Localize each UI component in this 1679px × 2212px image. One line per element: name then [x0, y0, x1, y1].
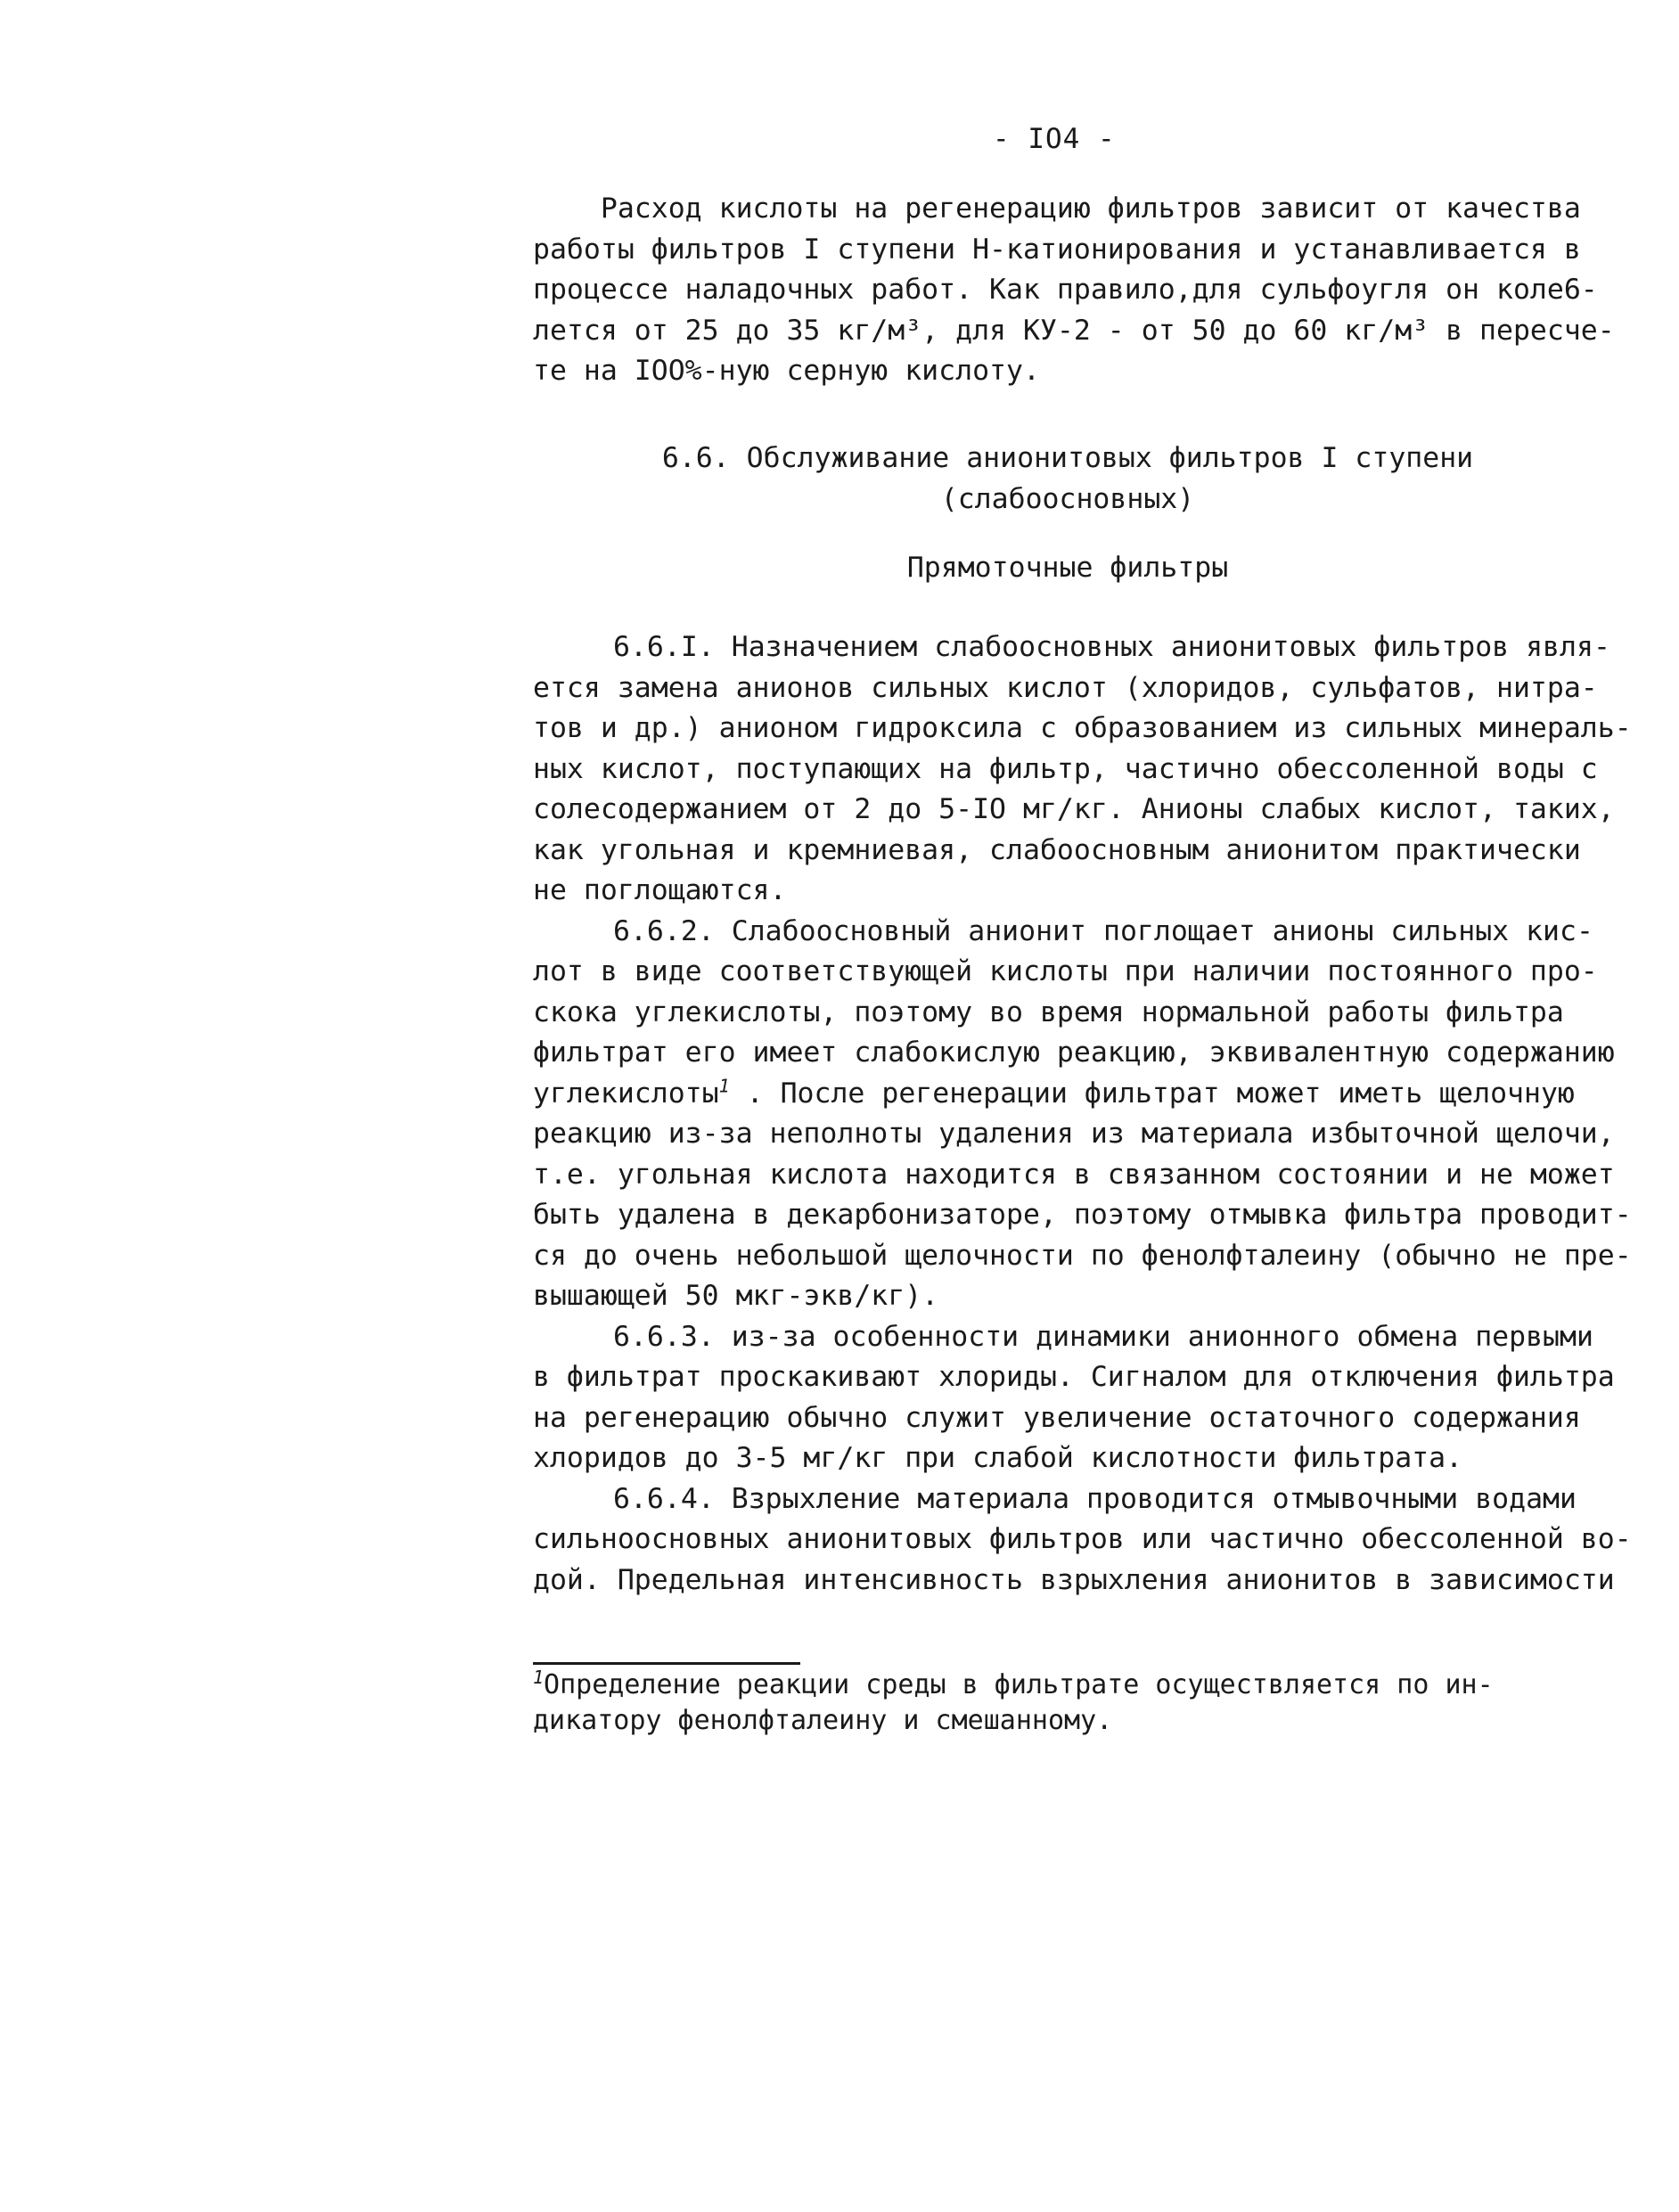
- footnote: [533, 1667, 1602, 1739]
- body-line: [533, 1195, 1632, 1236]
- intro-line: работы фильтров I ступени Н-катионирования и устанавливается в: [533, 233, 1581, 266]
- body-line: [533, 1561, 1615, 1602]
- body-line-text: 6.6.3. из-за особенности динамики анионного обмена первыми: [613, 1320, 1593, 1353]
- body-line: [533, 709, 1632, 750]
- subsection-heading: [533, 547, 1602, 588]
- section-heading-line-2: (слабоосновных): [940, 483, 1195, 515]
- body-line-text: вышающей 50 мкг-экв/кг).: [533, 1280, 939, 1312]
- body-line-text: 6.6.4. Взрыхление материала проводится отмывочными водами: [613, 1482, 1577, 1515]
- body-line-text: ется замена анионов сильных кислот (хлоридов, сульфатов, нитра-: [533, 671, 1598, 704]
- body-line: [533, 1479, 1602, 1520]
- body-line-text: на регенерацию обычно служит увеличение остаточного содержания: [533, 1401, 1581, 1434]
- body-line-text: углекислоты: [533, 1077, 719, 1110]
- body-line: [533, 790, 1615, 831]
- body-line-text: скока углекислоты, поэтому во время нормальной работы фильтра: [533, 995, 1564, 1028]
- body-line-text: реакцию из-за неполноты удаления из материала избыточной щелочи,: [533, 1118, 1615, 1150]
- body-line-text: т.е. угольная кислота находится в связанном состоянии и не может: [533, 1158, 1615, 1191]
- section-heading: [533, 438, 1602, 520]
- intro-paragraph: [533, 189, 1615, 392]
- body-line: [533, 1520, 1632, 1561]
- body-line-text: лот в виде соответствующей кислоты при наличии постоянного про-: [533, 955, 1598, 987]
- intro-line: Расход кислоты на регенерацию фильтров зависит от качества: [533, 193, 1581, 225]
- body-line: [533, 831, 1602, 872]
- body-line-text: тов и др.) анионом гидроксила с образованием из сильных минераль-: [533, 712, 1632, 744]
- body-line: [533, 627, 1610, 668]
- body-line-text: дой. Предельная интенсивность взрыхления анионитов в зависимости: [533, 1563, 1615, 1596]
- body-line: [533, 912, 1602, 953]
- subsection-heading-text: Прямоточные фильтры: [906, 552, 1229, 584]
- body-line: [533, 1357, 1615, 1398]
- body-line-text: хлоридов до 3-5 мг/кг при слабой кислотности фильтрата.: [533, 1442, 1463, 1474]
- body-line-text: как угольная и кремниевая, слабоосновным анионитом практически: [533, 833, 1581, 866]
- footnote-divider: [533, 1662, 800, 1665]
- footnote-line-1: [533, 1667, 1602, 1703]
- body-line: [533, 993, 1602, 1034]
- body-line-text: ся до очень небольшой щелочности по фенолфталеину (обычно не пре-: [533, 1239, 1632, 1272]
- body-line: [533, 1276, 1602, 1317]
- section-heading-line-1: 6.6. Обслуживание анионитовых фильтров I ступени: [661, 442, 1474, 474]
- body-line: [533, 668, 1602, 709]
- body-line-text: сильноосновных анионитовых фильтров или частично обессоленной во-: [533, 1523, 1632, 1555]
- footnote-line-2: дикатору фенолфталеину и смешанному.: [533, 1705, 1113, 1736]
- page-number: - IO4 -: [993, 123, 1116, 155]
- body-line: [533, 1033, 1615, 1074]
- intro-line: процессе наладочных работ. Как правило,для сульфоугля он коле6-: [533, 274, 1598, 306]
- body-line: [533, 871, 1602, 912]
- body-text: [533, 627, 1632, 1601]
- body-line-text: солесодержанием от 2 до 5-IO мг/кг. Анионы слабых кислот, таких,: [533, 793, 1615, 825]
- body-line-text: ных кислот, поступающих на фильтр, частично обессоленной воды с: [533, 752, 1598, 785]
- footnote-mark: 1: [533, 1667, 545, 1688]
- body-line: [533, 1398, 1602, 1439]
- body-line: [533, 1317, 1602, 1358]
- intro-line: лется от 25 до 35 кг/м³, для КУ-2 - от 50 до 60 кг/м³ в пересче-: [533, 314, 1615, 347]
- body-line: [533, 750, 1602, 791]
- intro-line: те на IOO%-ную серную кислоту.: [533, 355, 1040, 387]
- body-line-text: быть удалена в декарбонизаторе, поэтому отмывка фильтра проводит-: [533, 1199, 1632, 1231]
- body-line: [533, 1114, 1615, 1155]
- footnote-reference: 1: [718, 1075, 730, 1096]
- body-line: [533, 952, 1602, 993]
- body-line: [533, 1155, 1615, 1196]
- body-line: [533, 1438, 1602, 1479]
- body-line-text: 6.6.2. Слабоосновный анионит поглощает анионы сильных кис-: [613, 914, 1593, 947]
- body-line-text: фильтрат его имеет слабокислую реакцию, эквивалентную содержанию: [533, 1036, 1615, 1069]
- body-line-text: в фильтрат проскакивают хлориды. Сигналом для отключения фильтра: [533, 1361, 1615, 1393]
- footnote-text-1: Определение реакции среды в фильтрате осуществляется по ин-: [544, 1669, 1494, 1700]
- body-line-text: 6.6.I. Назначением слабоосновных анионитовых фильтров явля-: [613, 631, 1610, 663]
- body-line: [533, 1074, 1602, 1115]
- body-line: [533, 1236, 1632, 1277]
- body-line-text: не поглощаются.: [533, 874, 787, 906]
- body-line-text-after: . После регенерации фильтрат может иметь щелочную: [729, 1077, 1575, 1110]
